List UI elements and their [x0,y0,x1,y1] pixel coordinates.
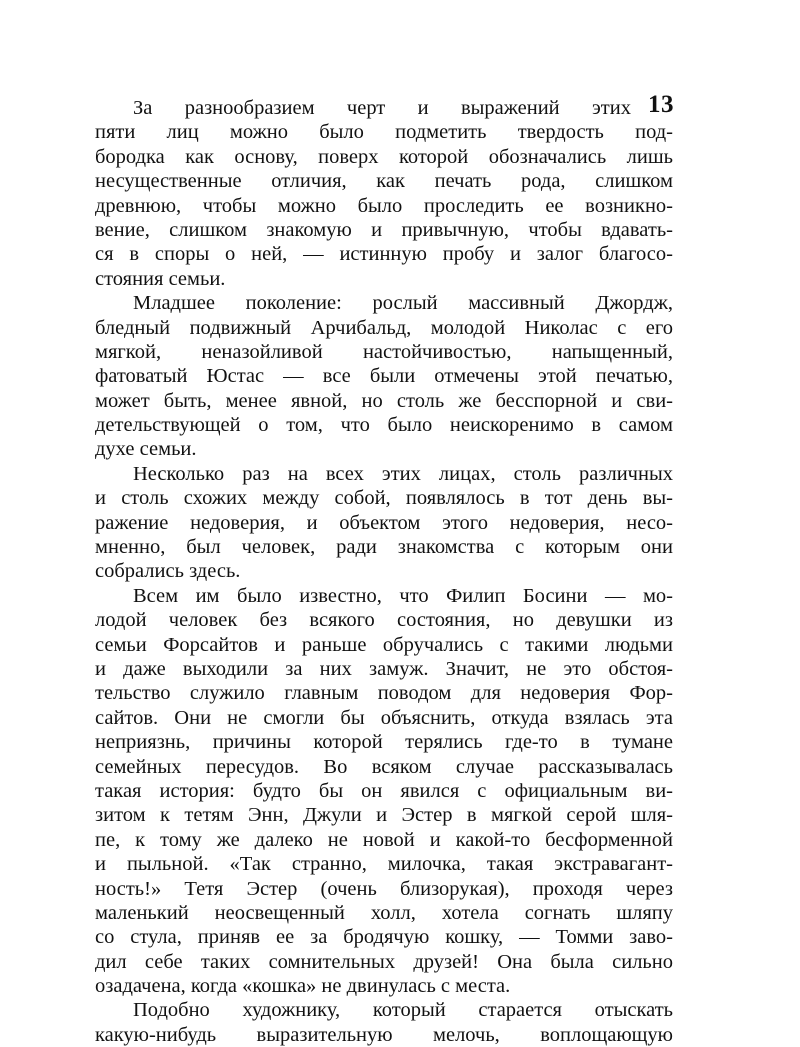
text-line: древнюю, чтобы можно было проследить ее возникно- [95,194,673,217]
text-line: бледный подвижный Арчибальд, молодой Николас с его [95,316,673,339]
text-line: мягкой, неназойливой настойчивостью, напыщенный, [95,340,673,363]
text-line: духе семьи. [95,438,197,461]
text-line: дил себе таких сомнительных друзей! Она была сильно [95,950,673,973]
text-line: семейных пересудов. Во всяком случае рассказывалась [95,755,673,778]
text-line: Всем им было известно, что Филип Босини — мо- [133,584,673,607]
text-line: неприязнь, причины которой терялись где-то в тумане [95,731,673,754]
text-line: ность!» Тетя Эстер (очень близорукая), проходя через [95,877,673,900]
text-line: несущественные отличия, как печать рода, слишком [95,170,673,193]
text-line: Младшее поколение: рослый массивный Джордж, [133,292,673,315]
text-line: ся в споры о ней, — истинную пробу и залог благосо- [95,243,673,266]
text-line: пяти лиц можно было подметить твердость под- [95,121,673,144]
text-line: зитом к тетям Энн, Джули и Эстер в мягкой серой шля- [95,804,673,827]
text-line: мненно, был человек, ради знакомства с которым они [95,536,673,559]
text-line: детельствующей о том, что было неискоренимо в самом [95,414,673,437]
text-line: семьи Форсайтов и раньше обручались с такими людьми [95,633,673,656]
text-line: лодой человек без всякого состояния, но девушки из [95,609,673,632]
text-line: ражение недоверия, и объектом этого недоверия, несо- [95,511,673,534]
text-line: бородка как основу, поверх которой обозначались лишь [95,145,673,168]
text-line: За разнообразием черт и выражений этих [133,97,631,119]
text-line: со стула, приняв ее за бродячую кошку, — Томми заво- [95,926,673,949]
body-text [95,96,673,1047]
text-line: может быть, менее явной, но столь же бесспорной и сви- [95,389,673,412]
text-line: тельство служило главным поводом для недоверия Фор- [95,682,673,705]
text-line: стояния семьи. [95,267,226,290]
text-line: озадачена, когда «кошка» не двинулась с места. [95,975,511,998]
text-line: сайтов. Они не смогли бы объяснить, откуда взялась эта [95,706,673,729]
text-line: Подобно художнику, который старается отыскать [133,999,673,1022]
text-line: и столь схожих между собой, появлялось в тот день вы- [95,487,673,510]
text-line: фатоватый Юстас — все были отмечены этой печатью, [95,365,673,388]
text-line: и пыльной. «Так странно, милочка, такая экстравагант- [95,853,673,876]
text-line: пе, к тому же далеко не новой и какой-то бесформенной [95,828,673,851]
text-line: вение, слишком знакомую и привычную, чтобы вдавать- [95,218,673,241]
text-line: Несколько раз на всех этих лицах, столь различных [133,462,673,485]
text-line: собрались здесь. [95,560,241,583]
text-line: какую-нибудь выразительную мелочь, воплощающую [95,1023,673,1046]
text-line: и даже выходили за них замуж. Значит, не это обстоя- [95,657,673,680]
text-line: маленький неосвещенный холл, хотела согнать шляпу [95,901,673,924]
page-number: 13 [648,91,674,118]
text-line: такая история: будто бы он явился с официальным ви- [95,779,673,802]
